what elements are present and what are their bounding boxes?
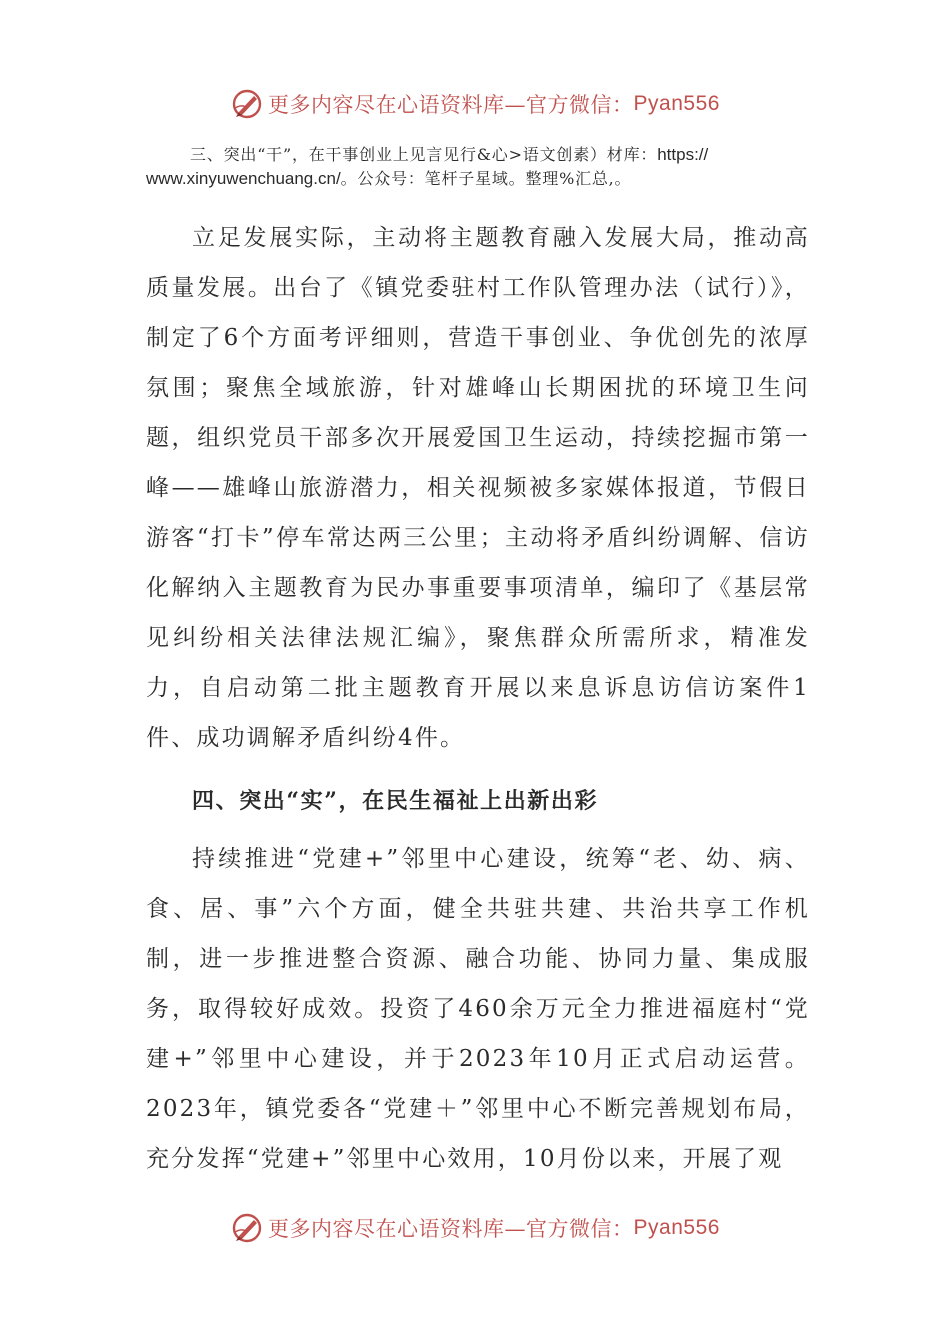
header-watermark-text: 更多内容尽在心语资料库—官方微信： bbox=[268, 93, 634, 117]
header-wechat-id: Pyan556 bbox=[633, 92, 720, 115]
header-watermark-banner bbox=[0, 84, 950, 124]
document-body bbox=[146, 143, 810, 1184]
section3-intro-url-part2: www.xinyuwenchuang.cn/ bbox=[146, 169, 341, 188]
pen-logo-icon bbox=[230, 1211, 264, 1245]
pen-logo-icon bbox=[230, 87, 264, 121]
footer-watermark-banner bbox=[0, 1208, 950, 1248]
section3-intro-url-part1: https:// bbox=[657, 145, 709, 164]
section4-heading: 四、突出“实”，在民生福祉上出新出彩 bbox=[192, 788, 599, 814]
footer-wechat-id: Pyan556 bbox=[633, 1216, 720, 1239]
section3-intro-title: 三、突出“干”，在干事创业上见言见行&心>语文创素）材库： bbox=[190, 145, 658, 164]
section3-body-paragraph: 立足发展实际，主动将主题教育融入发展大局，推动高质量发展。出台了《镇党委驻村工作队管理办法（试行）》，制定了6个方面考评细则，营造干事创业、争优创先的浓厚氛围；聚焦全域旅游，针对雄峰山长期困扰的环境卫生问题，组织党员干部多次开展爱国卫生运动，持续挖掘市第一峰——雄峰山旅游潜力，相关视频被多家媒体报道，节假日游客“打卡”停车常达两三公里；主动将矛盾纠纷调解、信访化解纳入主题教育为民办事重要事项清单，编印了《基层常见纠纷相关法律法规汇编》，聚焦群众所需所求，精准发力，自启动第二批主题教育开展以来息诉息访信访案件1件、成功调解矛盾纠纷4件。 bbox=[146, 225, 810, 751]
footer-watermark-text: 更多内容尽在心语资料库—官方微信： bbox=[268, 1217, 634, 1241]
section3-intro-tail: 。公众号：笔杆子星域。整理%汇总,。 bbox=[340, 169, 632, 188]
section4-body-paragraph: 持续推进“党建+”邻里中心建设，统筹“老、幼、病、食、居、事”六个方面，健全共驻共建、共治共享工作机制，进一步推进整合资源、融合功能、协同力量、集成服务，取得较好成效。投资了460余万元全力推进福庭村“党建+”邻里中心建设，并于2023年10月正式启动运营。2023年，镇党委各“党建＋”邻里中心不断完善规划布局，充分发挥“党建+”邻里中心效用，10月份以来，开展了观 bbox=[146, 846, 810, 1172]
section3-intro bbox=[146, 143, 810, 191]
